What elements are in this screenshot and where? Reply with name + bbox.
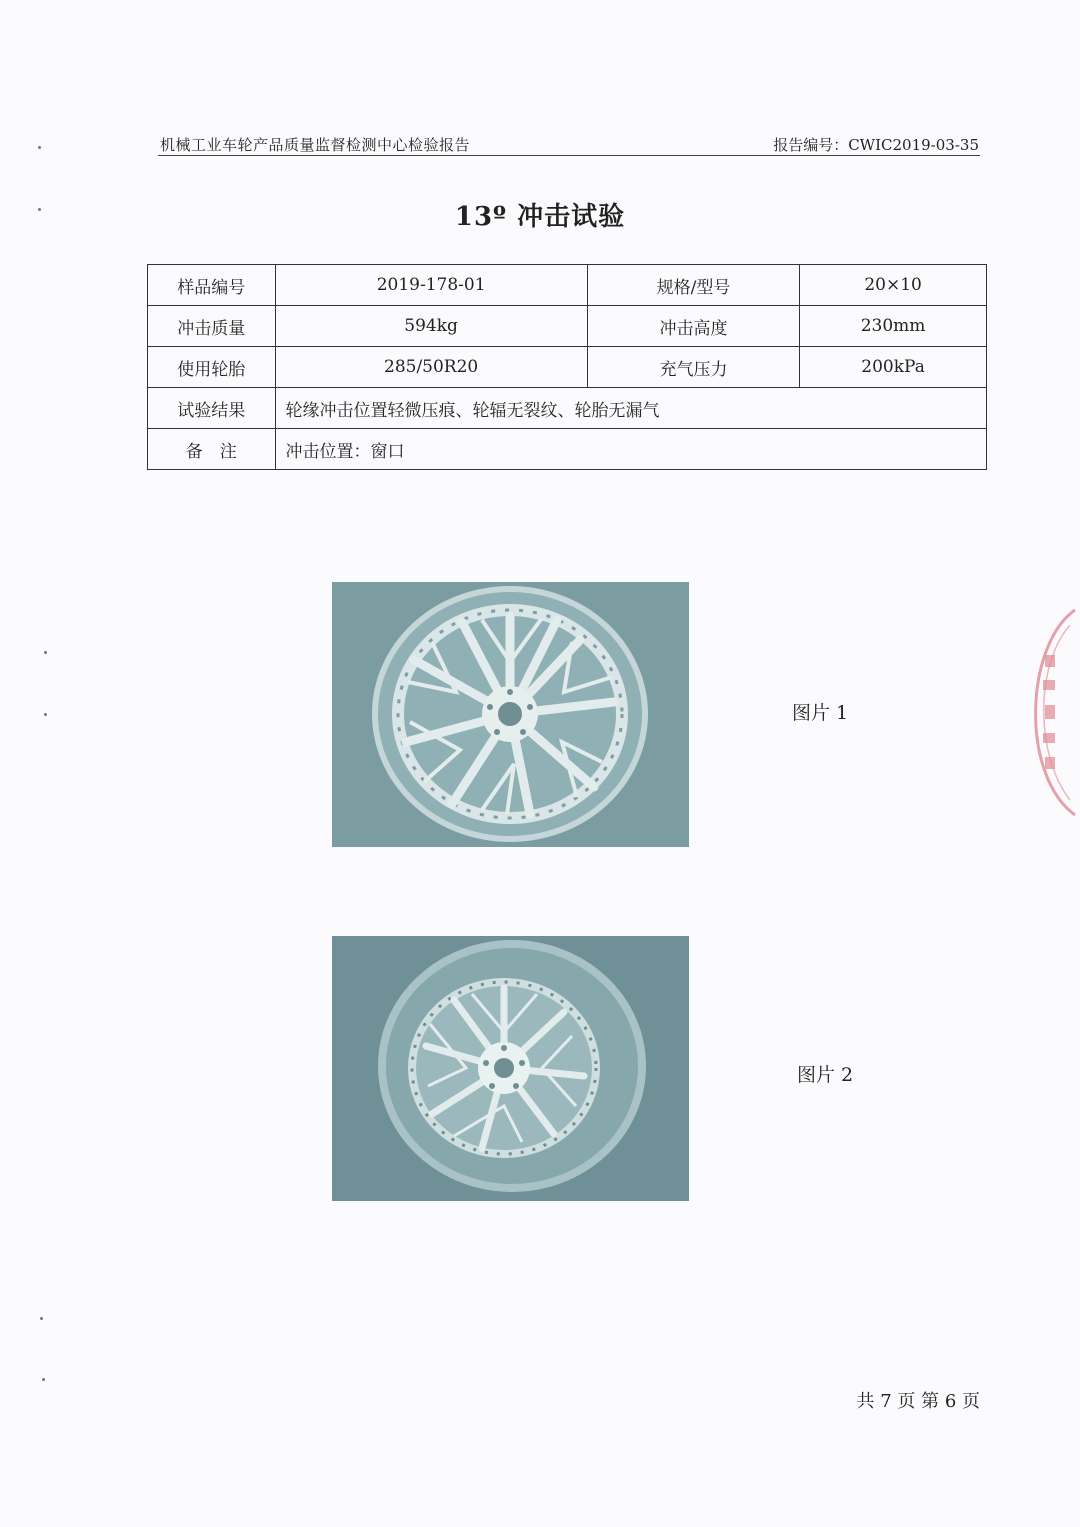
table-cell: 285/50R20: [275, 347, 587, 388]
header-rule: [158, 155, 980, 156]
table-cell: 20×10: [800, 265, 987, 306]
wheel-photo-1: [332, 582, 689, 847]
table-cell: 200kPa: [800, 347, 987, 388]
table-cell: 594kg: [275, 306, 587, 347]
report-header-title: 机械工业车轮产品质量监督检测中心检验报告: [160, 136, 471, 154]
margin-mark: [40, 1317, 43, 1320]
table-cell: 充气压力: [587, 347, 799, 388]
table-cell: 规格/型号: [587, 265, 799, 306]
report-number: 报告编号：CWIC2019-03-35: [773, 136, 979, 154]
table-row: [148, 429, 987, 470]
section-title: 13º 冲击试验: [454, 202, 626, 232]
page-number: 共 7 页 第 6 页: [856, 1391, 980, 1412]
table-cell: 试验结果: [148, 388, 276, 429]
figure-caption-1: 图片 1: [792, 702, 849, 724]
table-cell: 230mm: [800, 306, 987, 347]
margin-mark: [44, 713, 47, 716]
table-cell: 样品编号: [148, 265, 276, 306]
table-row: [148, 265, 987, 306]
figure-caption-2: 图片 2: [797, 1064, 854, 1086]
note-value: 冲击位置：窗口: [275, 429, 987, 470]
test-info-table: [147, 264, 987, 470]
table-row: [148, 347, 987, 388]
wheel-photo-2: [332, 936, 689, 1201]
margin-mark: [42, 1378, 45, 1381]
inspection-stamp: [1015, 605, 1080, 820]
margin-mark: [44, 651, 47, 654]
table-cell: 备 注: [148, 429, 276, 470]
table-row: [148, 306, 987, 347]
table-cell: 使用轮胎: [148, 347, 276, 388]
margin-mark: [38, 208, 41, 211]
margin-mark: [38, 146, 41, 149]
table-cell: 冲击高度: [587, 306, 799, 347]
table-cell: 2019-178-01: [275, 265, 587, 306]
table-row: [148, 388, 987, 429]
test-result-value: 轮缘冲击位置轻微压痕、轮辐无裂纹、轮胎无漏气: [275, 388, 987, 429]
table-cell: 冲击质量: [148, 306, 276, 347]
